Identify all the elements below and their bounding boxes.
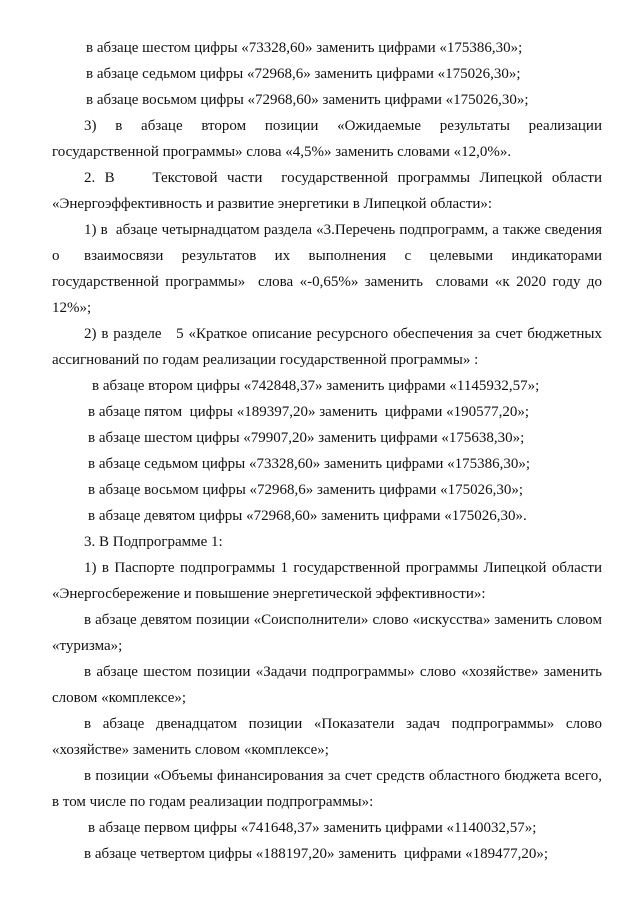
text-line: в абзаце пятом цифры «189397,20» заменить цифрами «190577,20»; <box>88 404 530 420</box>
text-line: в абзаце втором цифры «742848,37» заменить цифрами «1145932,57»; <box>92 378 540 394</box>
text-line: в абзаце седьмом цифры «72968,6» заменить цифрами «175026,30»; <box>86 66 521 82</box>
text-line: в абзаце двенадцатом позиции «Показатели задач подпрограммы» слово <box>84 716 602 732</box>
text-line: государственной программы» слова «4,5%» заменить словами «12,0%». <box>52 144 512 160</box>
text-line: 12%»; <box>52 300 92 316</box>
text-line: в абзаце седьмом цифры «73328,60» заменить цифрами «175386,30»; <box>88 456 531 472</box>
text-line: 2. В Текстовой части государственной программы Липецкой области <box>84 170 602 186</box>
text-line: в абзаце четвертом цифры «188197,20» заменить цифрами «189477,20»; <box>84 846 549 862</box>
text-line: «хозяйстве» заменить словом «комплексе»; <box>52 742 329 758</box>
text-line: 3) в абзаце втором позиции «Ожидаемые результаты реализации <box>84 118 602 134</box>
text-line: ассигнований по годам реализации государственной программы» : <box>52 352 479 368</box>
text-line: в абзаце восьмом цифры «72968,60» заменить цифрами «175026,30»; <box>86 92 529 108</box>
text-line: государственной программы» слова «-0,65%» заменить словами «к 2020 году до <box>52 274 602 290</box>
text-line: «Энергоэффективность и развитие энергетики в Липецкой области»: <box>52 196 493 212</box>
text-line: в абзаце шестом цифры «79907,20» заменить цифрами «175638,30»; <box>88 430 525 446</box>
text-line: словом «комплексе»; <box>52 690 187 706</box>
text-line: в позиции «Объемы финансирования за счет средств областного бюджета всего, <box>84 768 602 784</box>
text-line: 1) в абзаце четырнадцатом раздела «3.Перечень подпрограмм, а также сведения <box>84 222 602 238</box>
text-line: в абзаце шестом позиции «Задачи подпрограммы» слово «хозяйстве» заменить <box>84 664 602 680</box>
text-line: 2) в разделе 5 «Краткое описание ресурсного обеспечения за счет бюджетных <box>84 326 602 342</box>
text-line: 3. В Подпрограмме 1: <box>84 534 223 550</box>
text-line: «Энергосбережение и повышение энергетической эффективности»: <box>52 586 486 602</box>
text-line: в абзаце первом цифры «741648,37» заменить цифрами «1140032,57»; <box>88 820 537 836</box>
text-line: 1) в Паспорте подпрограммы 1 государственной программы Липецкой области <box>84 560 602 576</box>
text-line: в абзаце девятом цифры «72968,60» заменить цифрами «175026,30». <box>88 508 527 524</box>
text-line: в абзаце девятом позиции «Соисполнители» слово «искусства» заменить словом <box>84 612 602 628</box>
text-line: в том числе по годам реализации подпрограммы»: <box>52 794 374 810</box>
text-line: в абзаце шестом цифры «73328,60» заменить цифрами «175386,30»; <box>86 40 523 56</box>
text-line: в абзаце восьмом цифры «72968,6» заменить цифрами «175026,30»; <box>88 482 524 498</box>
text-line: о взаимосвязи результатов их выполнения с целевыми индикаторами <box>52 248 602 264</box>
text-line: «туризма»; <box>52 638 123 654</box>
